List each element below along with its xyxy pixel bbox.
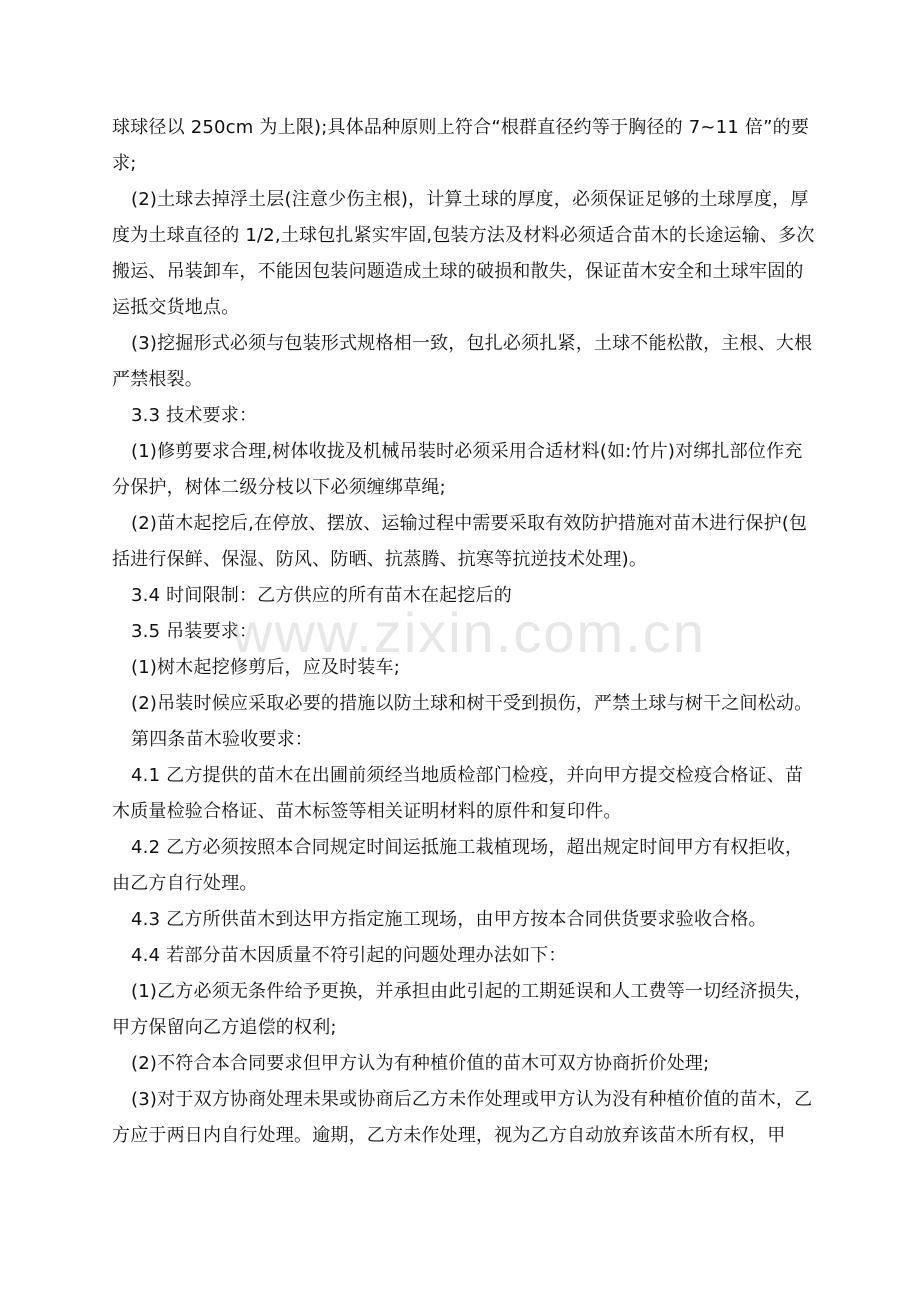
paragraph-item-2-soil-ball: (2)土球去掉浮土层(注意少伤主根)，计算土球的厚度，必须保证足够的土球厚度，厚度为土球直径的 1/2,土球包扎紧实牢固,包装方法及材料必须适合苗木的长途运输、多次搬运、吊装卸车，不能因包装问题造成土球的破损和散失，保证苗木安全和土球牢固的运抵交货地点。 [112, 189, 815, 318]
paragraph-continuation: 球球径以 250cm 为上限);具体品种原则上符合“根群直径约等于胸径的 7~11 倍”的要求; [112, 117, 810, 174]
paragraph-4-3: 4.3 乙方所供苗木到达甲方指定施工现场，由甲方按本合同供货要求验收合格。 [131, 909, 767, 930]
section-heading-3-3: 3.3 技术要求： [131, 405, 258, 426]
paragraph-item-3-disposal: (3)对于双方协商处理未果或协商后乙方未作处理或甲方认为没有种植价值的苗木，乙方应于两日内自行处理。逾期，乙方未作处理，视为乙方自动放弃该苗木所有权，甲 [112, 1089, 813, 1146]
section-heading-3-5: 3.5 吊装要求： [131, 621, 258, 642]
paragraph-item-2-hoisting: (2)吊装时候应采取必要的措施以防土球和树干受到损伤，严禁土球与树干之间松动。 [131, 693, 813, 714]
paragraph-4-2: 4.2 乙方必须按照本合同规定时间运抵施工栽植现场，超出规定时间甲方有权拒收，由乙方自行处理。 [112, 837, 804, 894]
article-heading-4: 第四条苗木验收要求： [131, 729, 313, 750]
document-body [112, 110, 820, 1154]
paragraph-item-2-discount: (2)不符合本合同要求但甲方认为有种植价值的苗木可双方协商折价处理; [131, 1053, 710, 1074]
paragraph-4-4: 4.4 若部分苗木因质量不符引起的问题处理办法如下： [131, 945, 567, 966]
paragraph-item-3-digging: (3)挖掘形式必须与包装形式规格相一致，包扎必须扎紧，土球不能松散，主根、大根严禁根裂。 [112, 333, 813, 390]
paragraph-4-1: 4.1 乙方提供的苗木在出圃前须经当地质检部门检疫，并向甲方提交检疫合格证、苗木质量检验合格证、苗木标签等相关证明材料的原件和复印件。 [112, 765, 804, 822]
section-heading-3-4: 3.4 时间限制：乙方供应的所有苗木在起挖后的 [131, 585, 512, 606]
paragraph-item-1-pruning: (1)修剪要求合理,树体收拢及机械吊装时必须采用合适材料(如:竹片)对绑扎部位作充分保护，树体二级分枝以下必须缠绑草绳; [112, 441, 803, 498]
paragraph-item-1-replacement: (1)乙方必须无条件给予更换，并承担由此引起的工期延误和人工费等一切经济损失，甲方保留向乙方追偿的权利; [112, 981, 813, 1038]
watermark: www.zixin.com.cn [232, 601, 706, 664]
paragraph-item-2-protection: (2)苗木起挖后,在停放、摆放、运输过程中需要采取有效防护措施对苗木进行保护(包括进行保鲜、保湿、防风、防晒、抗蒸腾、抗寒等抗逆技术处理)。 [112, 513, 808, 570]
paragraph-item-1-loading: (1)树木起挖修剪后，应及时装车; [131, 657, 400, 678]
